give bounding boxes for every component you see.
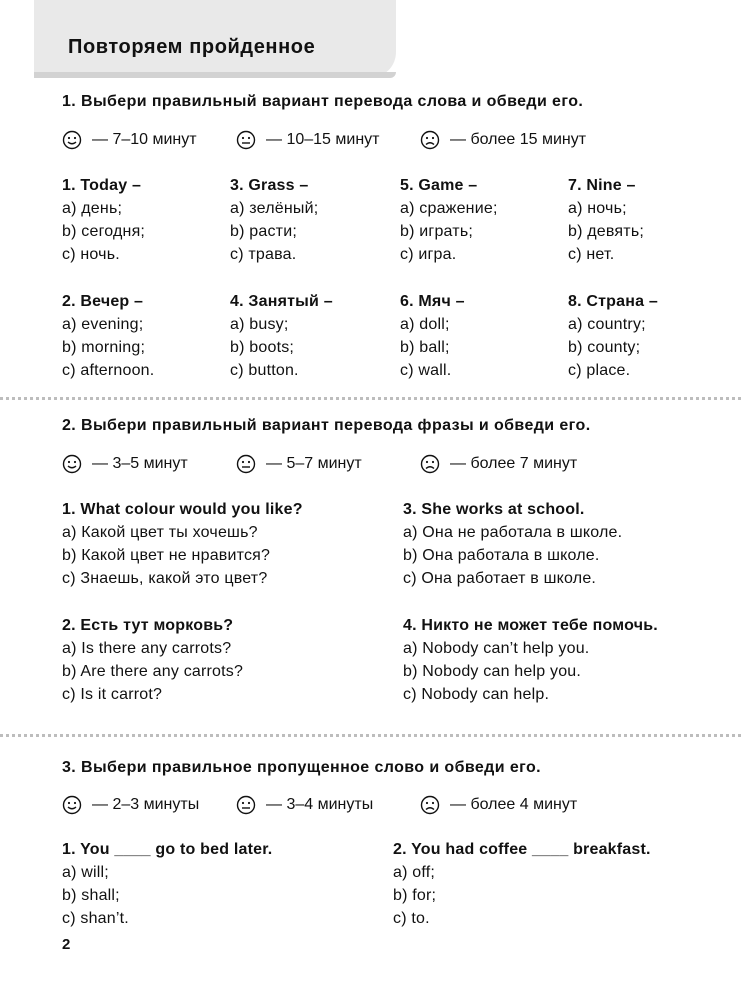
answer-option[interactable]: b) Какой цвет не нравится? xyxy=(62,547,271,564)
answer-option[interactable]: c) трава. xyxy=(230,246,297,263)
question: 4. Занятый – xyxy=(230,293,333,310)
task-3-title: 3. Выбери правильное пропущенное слово и обведи его. xyxy=(62,759,541,776)
answer-option[interactable]: b) сегодня; xyxy=(62,223,146,240)
timing-text: — более 4 минут xyxy=(450,796,578,813)
answer-option[interactable]: b) shall; xyxy=(62,887,120,904)
question: 3. She works at school. xyxy=(403,501,585,518)
question-block xyxy=(403,614,658,706)
question-block xyxy=(62,498,303,590)
sad-face-icon xyxy=(420,130,440,150)
answer-option[interactable]: a) busy; xyxy=(230,316,289,333)
answer-option[interactable]: c) Is it carrot? xyxy=(62,686,163,703)
question: 1. Today – xyxy=(62,177,142,194)
answer-option[interactable]: c) place. xyxy=(568,362,631,379)
timing-medium xyxy=(236,795,373,815)
timing-fast xyxy=(62,454,188,474)
answer-option[interactable]: a) Она не работала в школе. xyxy=(403,524,623,541)
smile-icon xyxy=(62,454,82,474)
neutral-face-icon xyxy=(236,795,256,815)
answer-option[interactable]: a) will; xyxy=(62,864,109,881)
dotted-separator xyxy=(0,397,741,400)
answer-option[interactable]: b) играть; xyxy=(400,223,473,240)
answer-option[interactable]: c) shan’t. xyxy=(62,910,129,927)
timing-text: — 2–3 минуты xyxy=(92,796,200,813)
smile-icon xyxy=(62,130,82,150)
answer-option[interactable]: c) button. xyxy=(230,362,299,379)
answer-option[interactable]: c) игра. xyxy=(400,246,457,263)
question-block xyxy=(62,174,145,266)
question: 1. You ____ go to bed later. xyxy=(62,841,273,858)
answer-option[interactable]: a) сражение; xyxy=(400,200,498,217)
answer-option[interactable]: c) Знаешь, какой это цвет? xyxy=(62,570,268,587)
question: 8. Страна – xyxy=(568,293,658,310)
page-title: Повторяем пройденное xyxy=(68,36,316,58)
timing-medium xyxy=(236,454,362,474)
question: 3. Grass – xyxy=(230,177,309,194)
answer-option[interactable]: a) день; xyxy=(62,200,123,217)
answer-option[interactable]: a) Какой цвет ты хочешь? xyxy=(62,524,258,541)
question: 1. What colour would you like? xyxy=(62,501,303,518)
timing-medium xyxy=(236,130,379,150)
dotted-separator xyxy=(0,734,741,737)
answer-option[interactable]: c) to. xyxy=(393,910,430,927)
question: 7. Nine – xyxy=(568,177,636,194)
timing-text: — 10–15 минут xyxy=(266,131,380,148)
answer-option[interactable]: b) Are there any carrots? xyxy=(62,663,244,680)
timing-text: — более 7 минут xyxy=(450,455,578,472)
question: 2. Есть тут морковь? xyxy=(62,617,234,634)
question-block xyxy=(400,290,465,382)
answer-option[interactable]: b) Nobody can help you. xyxy=(403,663,582,680)
question-block xyxy=(403,498,622,590)
question-block xyxy=(62,838,272,930)
answer-option[interactable]: a) ночь; xyxy=(568,200,627,217)
question-block xyxy=(62,614,243,706)
page-number: 2 xyxy=(62,936,71,953)
timing-slow xyxy=(420,130,586,150)
timing-text: — 5–7 минут xyxy=(266,455,362,472)
answer-option[interactable]: a) evening; xyxy=(62,316,144,333)
neutral-face-icon xyxy=(236,454,256,474)
question-block xyxy=(393,838,651,930)
answer-option[interactable]: b) morning; xyxy=(62,339,146,356)
timing-slow xyxy=(420,795,577,815)
answer-option[interactable]: c) wall. xyxy=(400,362,452,379)
task-2-title: 2. Выбери правильный вариант перевода фразы и обведи его. xyxy=(62,417,591,434)
answer-option[interactable]: c) afternoon. xyxy=(62,362,155,379)
question: 2. You had coffee ____ breakfast. xyxy=(393,841,651,858)
timing-fast xyxy=(62,795,199,815)
timing-text: — более 15 минут xyxy=(450,131,587,148)
sad-face-icon xyxy=(420,795,440,815)
answer-option[interactable]: b) for; xyxy=(393,887,437,904)
question-block xyxy=(230,174,318,266)
timing-text: — 3–5 минут xyxy=(92,455,188,472)
smile-icon xyxy=(62,795,82,815)
task-1-title: 1. Выбери правильный вариант перевода слова и обведи его. xyxy=(62,93,584,110)
answer-option[interactable]: a) зелёный; xyxy=(230,200,319,217)
answer-option[interactable]: b) девять; xyxy=(568,223,644,240)
answer-option[interactable]: b) county; xyxy=(568,339,641,356)
answer-option[interactable]: b) расти; xyxy=(230,223,297,240)
timing-text: — 7–10 минут xyxy=(92,131,197,148)
answer-option[interactable]: a) off; xyxy=(393,864,436,881)
answer-option[interactable]: a) Nobody can’t help you. xyxy=(403,640,590,657)
neutral-face-icon xyxy=(236,130,256,150)
question: 6. Мяч – xyxy=(400,293,465,310)
question-block xyxy=(568,174,644,266)
question: 5. Game – xyxy=(400,177,478,194)
answer-option[interactable]: a) country; xyxy=(568,316,646,333)
answer-option[interactable]: c) нет. xyxy=(568,246,615,263)
answer-option[interactable]: b) ball; xyxy=(400,339,450,356)
sad-face-icon xyxy=(420,454,440,474)
answer-option[interactable]: b) boots; xyxy=(230,339,295,356)
answer-option[interactable]: a) Is there any carrots? xyxy=(62,640,232,657)
question-block xyxy=(400,174,498,266)
answer-option[interactable]: a) doll; xyxy=(400,316,450,333)
question-block xyxy=(62,290,154,382)
answer-option[interactable]: c) Она работает в школе. xyxy=(403,570,597,587)
timing-fast xyxy=(62,130,197,150)
timing-text: — 3–4 минуты xyxy=(266,796,374,813)
question-block xyxy=(568,290,658,382)
timing-slow xyxy=(420,454,577,474)
answer-option[interactable]: c) Nobody can help. xyxy=(403,686,550,703)
answer-option[interactable]: c) ночь. xyxy=(62,246,120,263)
question: 2. Вечер – xyxy=(62,293,144,310)
answer-option[interactable]: b) Она работала в школе. xyxy=(403,547,600,564)
question-block xyxy=(230,290,333,382)
question: 4. Никто не может тебе помочь. xyxy=(403,617,658,634)
